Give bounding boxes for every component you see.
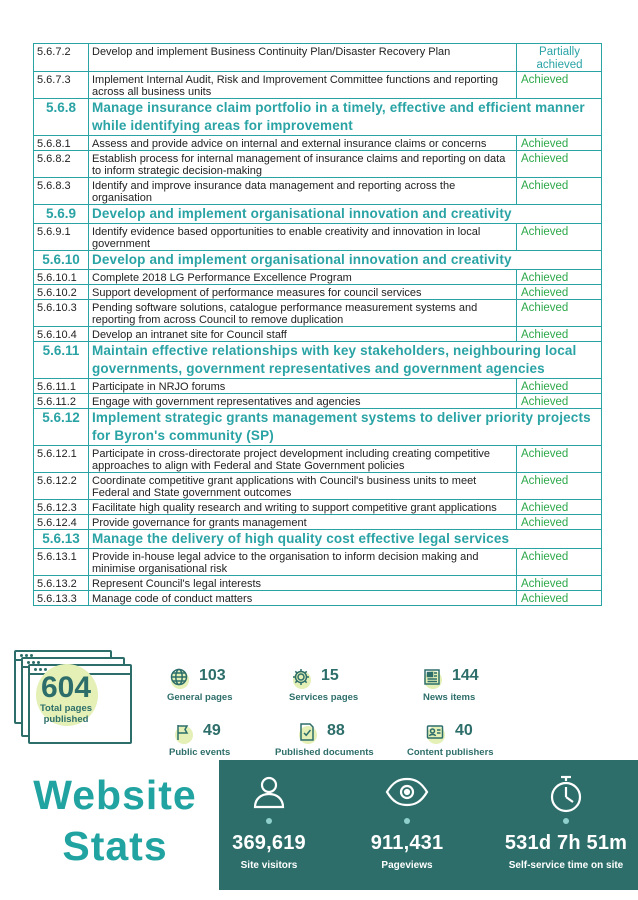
action-row bbox=[34, 394, 602, 409]
action-code: 5.6.11.1 bbox=[34, 379, 89, 394]
section-title: Develop and implement organisational innovation and creativity bbox=[89, 251, 602, 270]
section-title: Implement strategic grants management systems to deliver priority projects for Byron's community (SP) bbox=[89, 409, 602, 446]
globe-icon bbox=[169, 667, 189, 687]
status-badge: Achieved bbox=[517, 285, 602, 300]
status-badge: Achieved bbox=[517, 224, 602, 251]
action-code: 5.6.8.2 bbox=[34, 151, 89, 178]
status-badge: Partially achieved bbox=[517, 44, 602, 72]
section-header-row bbox=[34, 99, 602, 136]
action-code: 5.6.11.2 bbox=[34, 394, 89, 409]
published-documents-value: 88 bbox=[327, 722, 345, 739]
published-documents-label: Published documents bbox=[275, 747, 374, 758]
action-row bbox=[34, 224, 602, 251]
section-header-row bbox=[34, 409, 602, 446]
visitors-dot bbox=[266, 818, 272, 824]
status-badge: Achieved bbox=[517, 515, 602, 530]
section-header-row bbox=[34, 205, 602, 224]
action-code: 5.6.10.3 bbox=[34, 300, 89, 327]
action-code: 5.6.7.3 bbox=[34, 72, 89, 99]
section-code: 5.6.9 bbox=[34, 205, 89, 224]
status-badge: Achieved bbox=[517, 379, 602, 394]
time-dot bbox=[563, 818, 569, 824]
action-description: Support development of performance measures for council services bbox=[89, 285, 517, 300]
id-card-icon bbox=[425, 722, 445, 742]
section-header-row bbox=[34, 530, 602, 549]
status-badge: Achieved bbox=[517, 500, 602, 515]
stat-time-on-site bbox=[495, 760, 637, 890]
content-publishers-value: 40 bbox=[455, 722, 473, 739]
action-code: 5.6.13.1 bbox=[34, 549, 89, 576]
action-description: Develop an intranet site for Council staff bbox=[89, 327, 517, 342]
action-code: 5.6.12.3 bbox=[34, 500, 89, 515]
status-badge: Achieved bbox=[517, 270, 602, 285]
status-badge: Achieved bbox=[517, 327, 602, 342]
action-description: Establish process for internal management of insurance claims and reporting on data to inform strategic decision-making bbox=[89, 151, 517, 178]
services-pages-value: 15 bbox=[321, 667, 339, 684]
action-description: Participate in NRJO forums bbox=[89, 379, 517, 394]
action-description: Identify and improve insurance data management and reporting across the organisation bbox=[89, 178, 517, 205]
time-on-site-value: 531d 7h 51m bbox=[504, 832, 628, 854]
status-badge: Achieved bbox=[517, 446, 602, 473]
section-title: Manage insurance claim portfolio in a timely, effective and efficient manner while identifying areas for improvement bbox=[89, 99, 602, 136]
status-badge: Achieved bbox=[517, 178, 602, 205]
action-row bbox=[34, 270, 602, 285]
public-events-label: Public events bbox=[169, 747, 231, 758]
section-header-row bbox=[34, 251, 602, 270]
action-description: Facilitate high quality research and writing to support competitive grant applications bbox=[89, 500, 517, 515]
status-badge: Achieved bbox=[517, 72, 602, 99]
action-description: Provide in-house legal advice to the organisation to inform decision making and minimise organisational risk bbox=[89, 549, 517, 576]
section-code: 5.6.13 bbox=[34, 530, 89, 549]
status-badge: Achieved bbox=[517, 473, 602, 500]
action-description: Implement Internal Audit, Risk and Improvement Committee functions and reporting across all business units bbox=[89, 72, 517, 99]
stopwatch-icon bbox=[548, 774, 584, 814]
status-badge: Achieved bbox=[517, 394, 602, 409]
website-stats-title-line1: Website bbox=[33, 772, 197, 818]
action-row bbox=[34, 500, 602, 515]
action-code: 5.6.12.1 bbox=[34, 446, 89, 473]
stat-news-items bbox=[420, 666, 540, 706]
action-row bbox=[34, 446, 602, 473]
stat-services-pages bbox=[289, 666, 409, 706]
action-description: Engage with government representatives and agencies bbox=[89, 394, 517, 409]
status-badge: Achieved bbox=[517, 576, 602, 591]
action-description: Participate in cross-directorate project development including creating competitive approaches to align with Federal and State Government policies bbox=[89, 446, 517, 473]
action-row bbox=[34, 151, 602, 178]
site-visitors-label: Site visitors bbox=[240, 860, 298, 871]
eye-icon bbox=[384, 774, 430, 810]
services-pages-label: Services pages bbox=[289, 692, 359, 703]
news-items-label: News items bbox=[423, 692, 476, 703]
content-publishers-label: Content publishers bbox=[407, 747, 494, 758]
gear-icon bbox=[291, 667, 311, 687]
person-icon bbox=[251, 774, 287, 810]
action-description: Assess and provide advice on internal and external insurance claims or concerns bbox=[89, 136, 517, 151]
action-code: 5.6.12.4 bbox=[34, 515, 89, 530]
action-code: 5.6.9.1 bbox=[34, 224, 89, 251]
status-badge: Achieved bbox=[517, 300, 602, 327]
action-code: 5.6.13.2 bbox=[34, 576, 89, 591]
action-code: 5.6.10.4 bbox=[34, 327, 89, 342]
stat-published-documents bbox=[275, 721, 415, 761]
section-title: Maintain effective relationships with key stakeholders, neighbouring local governments, government representatives and government agencies bbox=[89, 342, 602, 379]
action-description: Coordinate competitive grant applications with Council's business units to meet Federal and State government outcomes bbox=[89, 473, 517, 500]
site-visitors-value: 369,619 bbox=[232, 832, 306, 854]
status-badge: Achieved bbox=[517, 151, 602, 178]
action-code: 5.6.8.3 bbox=[34, 178, 89, 205]
section-title: Develop and implement organisational innovation and creativity bbox=[89, 205, 602, 224]
section-header-row bbox=[34, 342, 602, 379]
total-pages-value: 604 bbox=[40, 671, 92, 704]
action-row bbox=[34, 327, 602, 342]
general-pages-label: General pages bbox=[167, 692, 233, 703]
total-pages-label: Total pages published bbox=[39, 703, 93, 725]
stat-general-pages bbox=[167, 666, 287, 706]
general-pages-value: 103 bbox=[199, 667, 226, 684]
action-row bbox=[34, 72, 602, 99]
action-code: 5.6.10.2 bbox=[34, 285, 89, 300]
document-icon bbox=[297, 722, 317, 742]
action-row bbox=[34, 576, 602, 591]
action-row bbox=[34, 473, 602, 500]
section-code: 5.6.8 bbox=[34, 99, 89, 136]
action-code: 5.6.10.1 bbox=[34, 270, 89, 285]
action-description: Pending software solutions, catalogue performance measurement systems and reporting from across Council to remove duplication bbox=[89, 300, 517, 327]
action-description: Manage code of conduct matters bbox=[89, 591, 517, 606]
section-title: Manage the delivery of high quality cost effective legal services bbox=[89, 530, 602, 549]
action-row bbox=[34, 300, 602, 327]
time-on-site-label: Self-service time on site bbox=[508, 860, 624, 871]
action-code: 5.6.12.2 bbox=[34, 473, 89, 500]
stat-content-publishers bbox=[407, 721, 543, 761]
action-code: 5.6.7.2 bbox=[34, 44, 89, 72]
action-row bbox=[34, 591, 602, 606]
action-row bbox=[34, 44, 602, 72]
section-code: 5.6.11 bbox=[34, 342, 89, 379]
action-row bbox=[34, 178, 602, 205]
status-badge: Achieved bbox=[517, 136, 602, 151]
stat-pageviews bbox=[357, 760, 457, 890]
action-description: Complete 2018 LG Performance Excellence Program bbox=[89, 270, 517, 285]
action-code: 5.6.13.3 bbox=[34, 591, 89, 606]
news-items-value: 144 bbox=[452, 667, 479, 684]
status-badge: Achieved bbox=[517, 591, 602, 606]
action-description: Identify evidence based opportunities to enable creativity and innovation in local government bbox=[89, 224, 517, 251]
stat-public-events bbox=[171, 721, 291, 761]
action-description: Provide governance for grants management bbox=[89, 515, 517, 530]
stat-site-visitors bbox=[219, 760, 319, 890]
action-table bbox=[33, 43, 602, 606]
action-description: Develop and implement Business Continuity Plan/Disaster Recovery Plan bbox=[89, 44, 517, 72]
section-code: 5.6.12 bbox=[34, 409, 89, 446]
action-row bbox=[34, 515, 602, 530]
action-row bbox=[34, 136, 602, 151]
website-stats-title bbox=[10, 770, 220, 872]
action-code: 5.6.8.1 bbox=[34, 136, 89, 151]
flag-icon bbox=[173, 722, 193, 742]
pageviews-value: 911,431 bbox=[370, 832, 444, 854]
action-row bbox=[34, 379, 602, 394]
status-badge: Achieved bbox=[517, 549, 602, 576]
website-stats-title-line2: Stats bbox=[62, 823, 168, 869]
section-code: 5.6.10 bbox=[34, 251, 89, 270]
action-description: Represent Council's legal interests bbox=[89, 576, 517, 591]
pageviews-label: Pageviews bbox=[381, 860, 433, 871]
public-events-value: 49 bbox=[203, 722, 221, 739]
pageviews-dot bbox=[404, 818, 410, 824]
action-row bbox=[34, 285, 602, 300]
action-row bbox=[34, 549, 602, 576]
newspaper-icon bbox=[422, 667, 442, 687]
website-stats-panel bbox=[219, 760, 638, 890]
